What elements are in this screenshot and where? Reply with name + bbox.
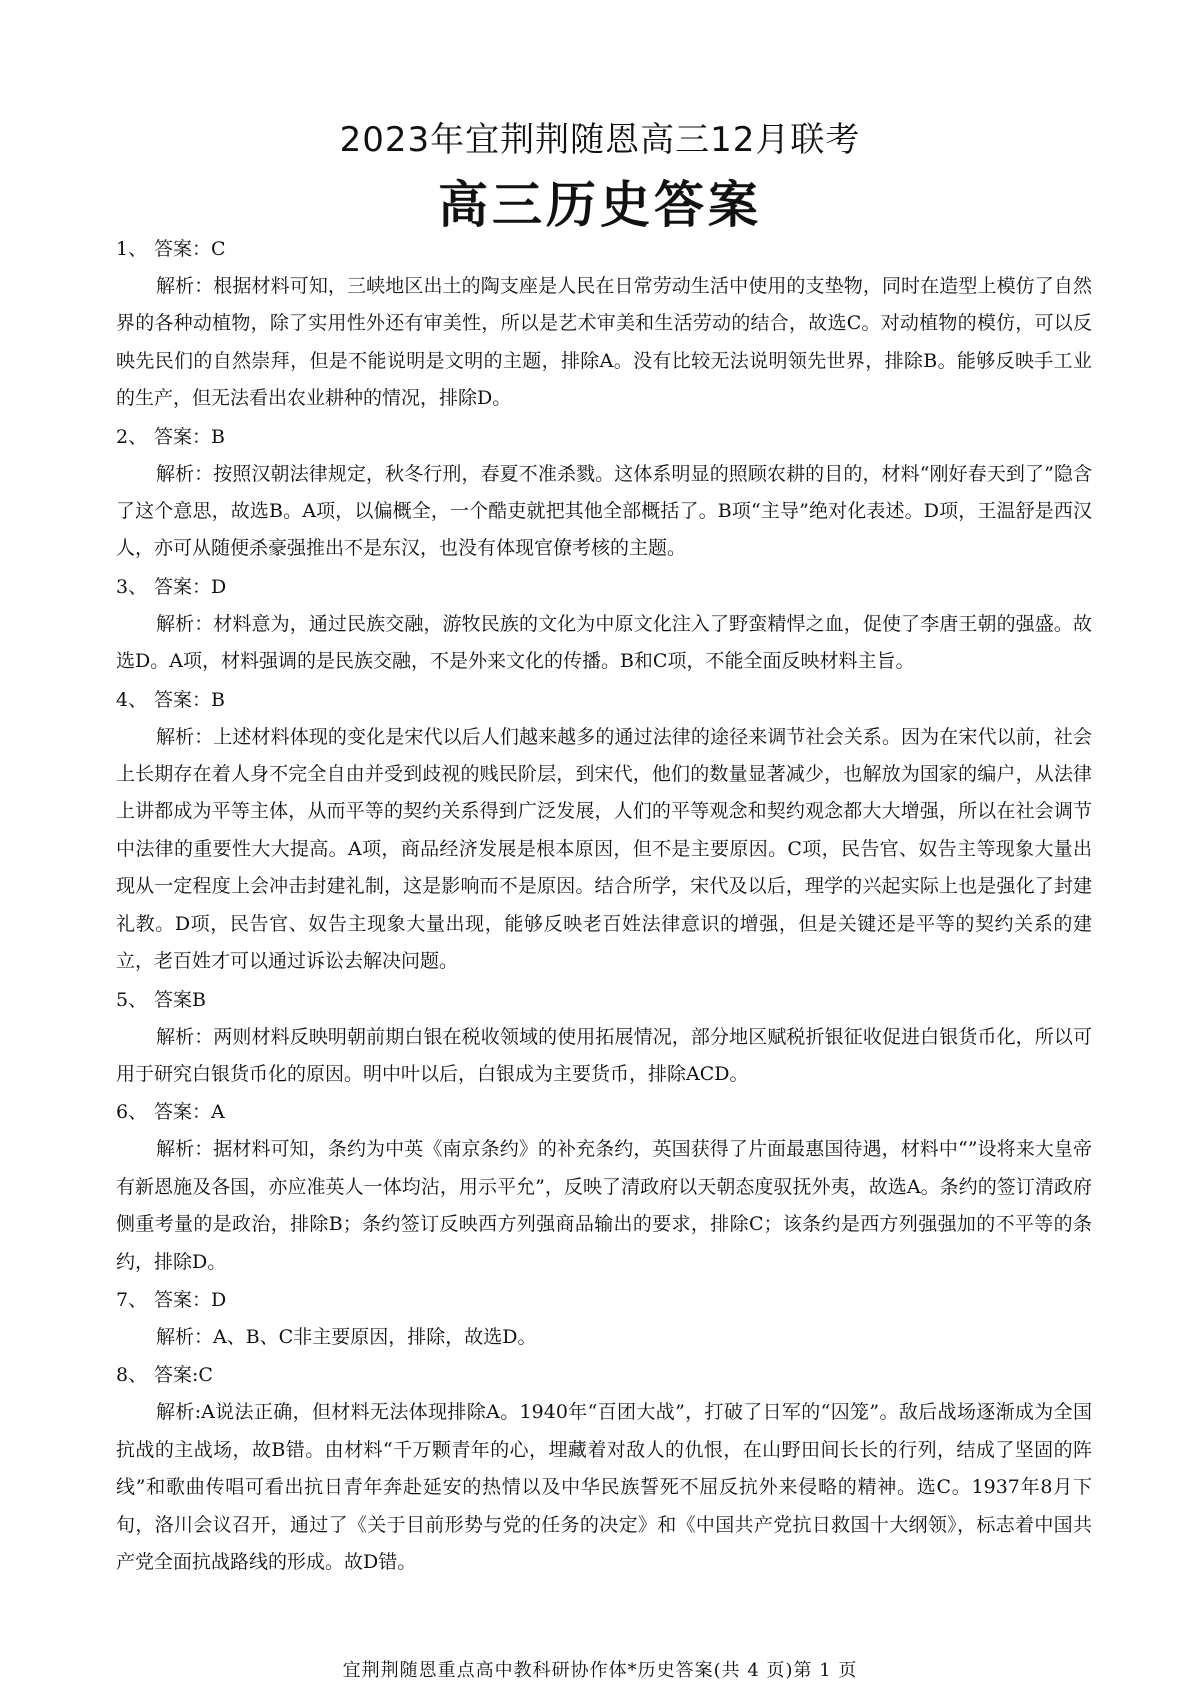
answer-item (116, 1093, 1092, 1281)
answer-text: 答案：B (154, 425, 225, 448)
answer-item (116, 230, 1092, 418)
answer-list (116, 230, 1092, 1581)
explanation-text: 解析：上述材料体现的变化是宋代以后人们越来越多的通过法律的途径来调节社会关系。因为在宋代以前，社会上长期存在着人身不完全自由并受到歧视的贱民阶层，到宋代，他们的数量显著减少，也解放为国家的编户，从法律上讲都成为平等主体，从而平等的契约关系得到广泛发展，人们的平等观念和契约观念都大大增强，所以在社会调节中法律的重要性大大提高。A项，商品经济发展是根本原因，但不是主要原因。C项，民告官、奴告主等现象大量出现从一定程度上会冲击封建礼制，这是影响而不是原因。结合所学，宋代及以后，理学的兴起实际上也是强化了封建礼教。D项，民告官、奴告主现象大量出现，能够反映老百姓法律意识的增强，但是关键还是平等的契约关系的建立，老百姓才可以通过诉讼去解决问题。 (116, 725, 1092, 973)
exam-title: 2023年宜荆荆随恩高三12月联考 (339, 120, 861, 160)
explanation-text: 解析：据材料可知，条约为中英《南京条约》的补充条约，英国获得了片面最惠国待遇，材料中“”设将来大皇帝有新恩施及各国，亦应准英人一体均沾，用示平允”，反映了清政府以天朝态度驭抚外夷，故选A。条约的签订清政府侧重考量的是政治，排除B；条约签订反映西方列强商品输出的要求，排除C；该条约是西方列强强加的不平等的条约，排除D。 (116, 1138, 1092, 1273)
answer-text: 答案：A (154, 1101, 225, 1124)
question-number: 2、 (116, 425, 148, 448)
answer-line (116, 1281, 1092, 1319)
explanation-text: 解析：根据材料可知，三峡地区出土的陶支座是人民在日常劳动生活中使用的支垫物，同时在造型上模仿了自然界的各种动植物，除了实用性外还有审美性，所以是艺术审美和生活劳动的结合，故选C。对动植物的模仿，可以反映先民们的自然崇拜，但是不能说明是文明的主题，排除A。没有比较无法说明领先世界，排除B。能够反映手工业的生产，但无法看出农业耕种的情况，排除D。 (116, 275, 1092, 410)
question-number: 5、 (116, 988, 148, 1011)
answer-text: 答案：D (154, 575, 227, 598)
answer-line (116, 418, 1092, 456)
answer-line (116, 230, 1092, 268)
answer-text: 答案：D (154, 1288, 227, 1311)
answer-item (116, 568, 1092, 681)
answer-line (116, 681, 1092, 719)
answer-line (116, 568, 1092, 606)
answer-line (116, 1356, 1092, 1394)
question-number: 8、 (116, 1364, 148, 1387)
answer-item (116, 681, 1092, 981)
answer-text: 答案B (154, 988, 206, 1011)
answer-item (116, 418, 1092, 568)
subject-title: 高三历史答案 (438, 176, 762, 234)
explanation-text: 解析：两则材料反映明朝前期白银在税收领域的使用拓展情况，部分地区赋税折银征收促进白银货币化，所以可用于研究白银货币化的原因。明中叶以后，白银成为主要货币，排除ACD。 (116, 1025, 1092, 1085)
answer-item (116, 1356, 1092, 1581)
question-number: 7、 (116, 1288, 148, 1311)
explanation-text: 解析：A、B、C非主要原因，排除，故选D。 (156, 1325, 537, 1348)
question-number: 6、 (116, 1101, 148, 1124)
explanation-text: 解析:A说法正确，但材料无法体现排除A。1940年“百团大战”，打破了日军的“囚笼”。敌后战场逐渐成为全国抗战的主战场，故B错。由材料“千万颗青年的心，埋藏着对敌人的仇恨，在山野田间长长的行列，结成了坚固的阵线”和歌曲传唱可看出抗日青年奔赴延安的热情以及中华民族誓死不屈反抗外来侵略的精神。选C。1937年8月下旬，洛川会议召开，通过了《关于目前形势与党的任务的决定》和《中国共产党抗日救国十大纲领》，标志着中国共产党全面抗战路线的形成。故D错。 (116, 1401, 1092, 1573)
question-number: 1、 (116, 238, 148, 260)
question-number: 3、 (116, 575, 148, 598)
question-number: 4、 (116, 688, 148, 711)
answer-item (116, 1281, 1092, 1356)
explanation-text: 解析：材料意为，通过民族交融，游牧民族的文化为中原文化注入了野蛮精悍之血，促使了李唐王朝的强盛。故选D。A项，材料强调的是民族交融，不是外来文化的传播。B和C项，不能全面反映材料主旨。 (116, 612, 1092, 673)
page-footer: 宜荆荆随恩重点高中教科研协作体*历史答案(共 4 页)第 1 页 (342, 1660, 858, 1681)
answer-item (116, 981, 1092, 1094)
answer-line (116, 981, 1092, 1019)
explanation-text: 解析：按照汉朝法律规定，秋冬行刑，春夏不准杀戮。这体系明显的照顾农耕的目的，材料“刚好春天到了”隐含了这个意思，故选B。A项，以偏概全，一个酷吏就把其他全部概括了。B项“主导”绝对化表述。D项，王温舒是西汉人，亦可从随便杀豪强推出不是东汉，也没有体现官僚考核的主题。 (116, 462, 1092, 560)
answer-text: 答案:C (154, 1364, 213, 1387)
answer-text: 答案：C (154, 238, 226, 260)
answer-line (116, 1093, 1092, 1131)
answer-text: 答案：B (154, 688, 225, 711)
